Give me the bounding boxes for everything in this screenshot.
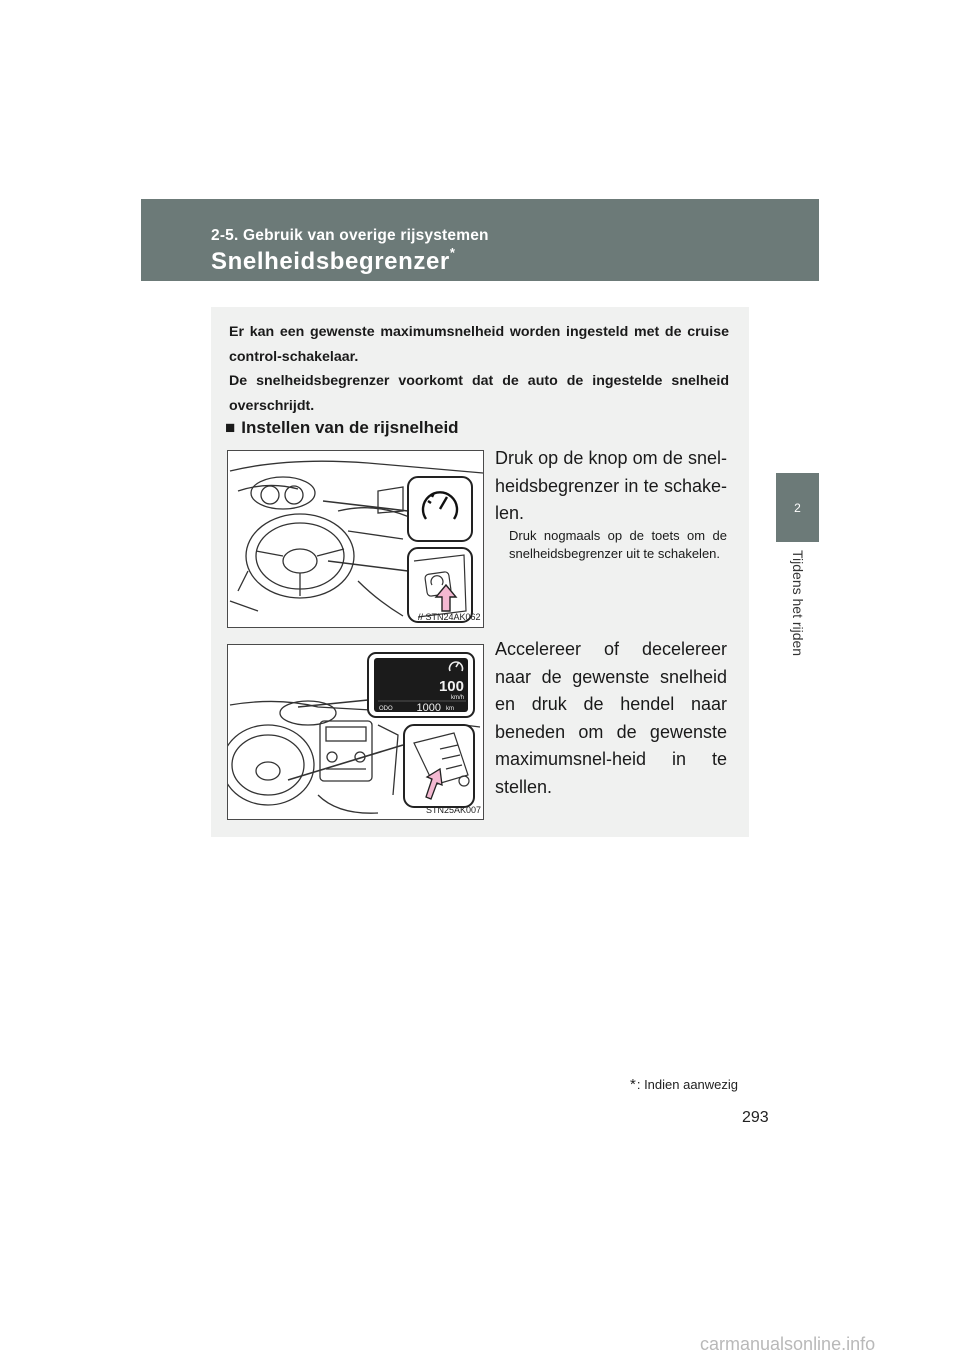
section-label: 2-5. Gebruik van overige rijsystemen xyxy=(211,227,489,244)
sub-heading xyxy=(225,418,459,438)
display-odo-label: ODO xyxy=(379,706,393,712)
display-speed: 100 xyxy=(438,678,464,695)
chapter-tab: 2 xyxy=(776,473,819,542)
square-bullet-icon: ■ xyxy=(225,418,236,437)
intro-line-2: De snelheidsbegrenzer voorkomt dat de auto de ingestelde snelheid overschrijdt. xyxy=(229,373,729,414)
steering-wheel-illustration xyxy=(228,451,483,627)
sub-heading-text: Instellen van de rijsnelheid xyxy=(241,418,459,437)
asterisk-icon: * xyxy=(630,1076,636,1093)
intro-text xyxy=(229,320,729,418)
footnote-mark: * xyxy=(449,245,456,260)
figure-code: // STN24AK062 xyxy=(418,612,481,622)
watermark: carmanualsonline.info xyxy=(700,1334,876,1354)
content-panel xyxy=(211,307,749,837)
step-1-note: Druk nogmaals op de toets om de snelheidsbegrenzer uit te schakelen. xyxy=(509,528,727,561)
figure-code-mark-icon: // xyxy=(418,612,426,622)
display-odo-unit: km xyxy=(446,706,454,712)
display-odo-value: 1000 xyxy=(416,702,441,714)
footnote-text: : Indien aanwezig xyxy=(636,1077,739,1092)
step-1-text: Druk op de knop om de snel-heidsbegrenzer in te schake-len. xyxy=(495,448,727,523)
page-title-text: Snelheidsbegrenzer xyxy=(211,248,450,275)
display-speed-unit: km/h xyxy=(450,695,464,701)
step-2-text: Accelereer of decelereer naar de gewenste snelheid en druk de hendel naar beneden om de gewenste maximumsnel-heid in te stellen. xyxy=(495,639,727,797)
page-number: 293 xyxy=(742,1109,769,1126)
figure-speed-limiter-switch xyxy=(227,450,484,628)
dashboard-illustration xyxy=(228,645,483,819)
figure-set-speed xyxy=(227,644,484,820)
figure-code: STN25AK007 xyxy=(426,805,482,815)
page-title xyxy=(211,245,456,276)
intro-line-1: Er kan een gewenste maximumsnelheid worden ingesteld met de cruise control-schakelaar. xyxy=(229,324,729,365)
chapter-label: Tijdens het rijden xyxy=(790,550,806,657)
footnote xyxy=(630,1076,738,1093)
section-header xyxy=(141,199,819,281)
